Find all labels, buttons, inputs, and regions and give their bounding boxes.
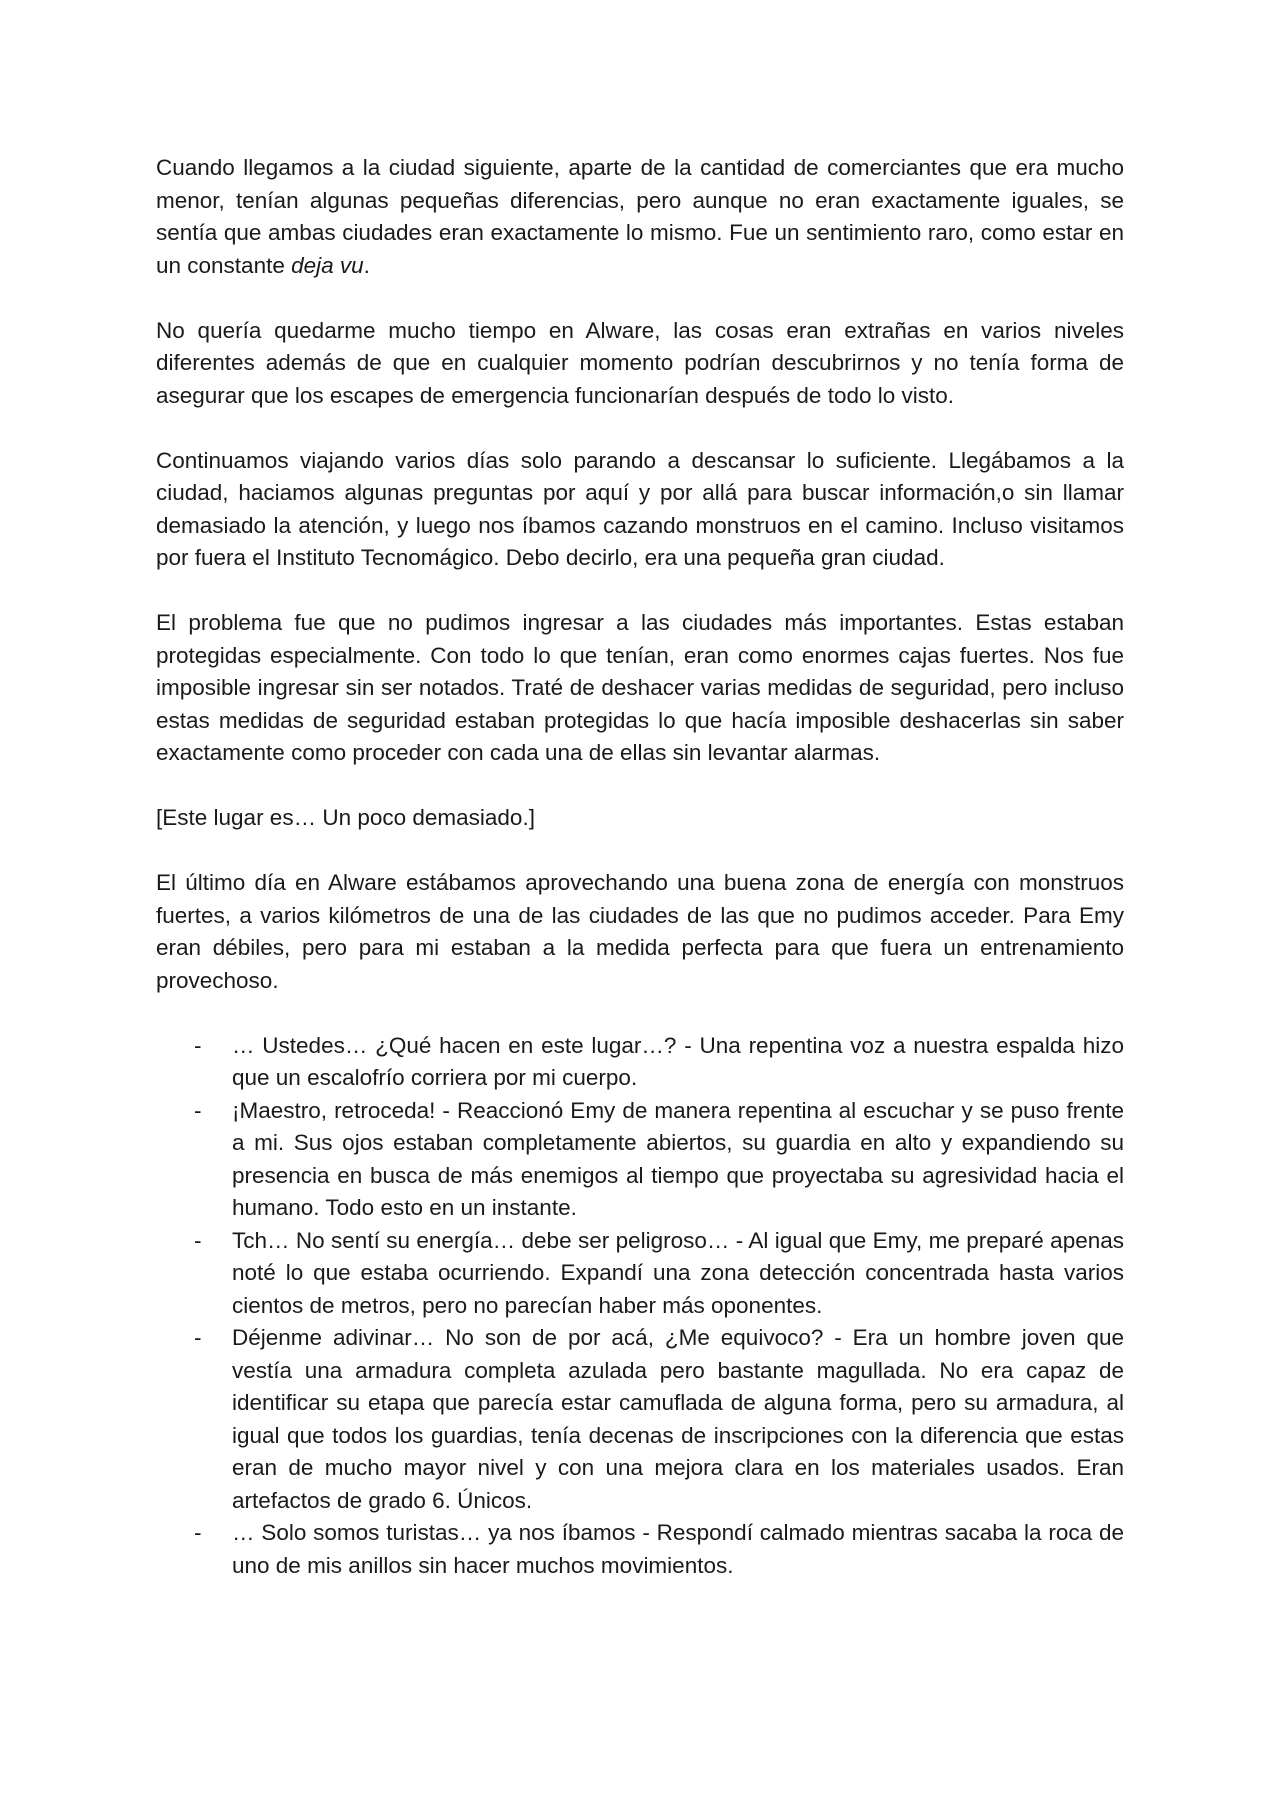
italic-phrase: deja vu (291, 252, 364, 278)
paragraph-arrival (156, 152, 1124, 282)
dialogue-line (156, 1322, 1124, 1517)
dialogue-line (156, 1517, 1124, 1582)
dialogue-line (156, 1030, 1124, 1095)
dialogue-text: ¡Maestro, retroceda! - Reaccionó Emy de manera repentina al escuchar y se puso frente a mi. Sus ojos estaban completamente abiertos, su guardia en alto y expandiendo su presencia en busca de más enemigos al tiempo que proyectaba su agresividad hacia el humano. Todo esto en un instante. (232, 1097, 1124, 1220)
paragraph-arrival-end: . (363, 252, 370, 278)
dialogue-dash: - (194, 1227, 202, 1253)
paragraph-system-thought: [Este lugar es… Un poco demasiado.] (156, 805, 535, 830)
dialogue-dash: - (194, 1520, 202, 1545)
dialogue-line (156, 1095, 1124, 1225)
dialogue-text: Tch… No sentí su energía… debe ser peligroso… - Al igual que Emy, me preparé apenas noté lo que estaba ocurriendo. Expandí una zona detección concentrada hasta varios cientos de metros, pero no parecían haber más oponentes. (232, 1227, 1124, 1318)
dialogue-line (156, 1225, 1124, 1323)
dialogue-dash: - (194, 1032, 202, 1058)
dialogue-dash: - (194, 1097, 202, 1123)
paragraph-alware: No quería quedarme mucho tiempo en Alware, las cosas eran extrañas en varios niveles diferentes además de que en cualquier momento podrían descubrirnos y no tenía forma de asegurar que los escapes de emergencia funcionarían después de todo lo visto. (156, 317, 1124, 408)
dialogue-text: Déjenme adivinar… No son de por acá, ¿Me equivoco? - Era un hombre joven que vestía una armadura completa azulada pero bastante magullada. No era capaz de identificar su etapa que parecía estar camuflada de alguna forma, pero su armadura, al igual que todos los guardias, tenía decenas de inscripciones con la diferencia que estas eran de mucho mayor nivel y con una mejora clara en los materiales usados. Eran artefactos de grado 6. Únicos. (232, 1325, 1124, 1513)
document-page (156, 152, 1124, 1582)
paragraph-problem: El problema fue que no pudimos ingresar a las ciudades más importantes. Estas estaban protegidas especialmente. Con todo lo que tenían, eran como enormes cajas fuertes. Nos fue imposible ingresar sin ser notados. Traté de deshacer varias medidas de seguridad, pero incluso estas medidas de seguridad estaban protegidas lo que hacía imposible deshacerlas sin saber exactamente como proceder con cada una de ellas sin levantar alarmas. (156, 610, 1124, 765)
dialogue-dash: - (194, 1325, 202, 1350)
dialogue-list (156, 1030, 1124, 1583)
dialogue-text: … Solo somos turistas… ya nos íbamos - Respondí calmado mientras sacaba la roca de uno de mis anillos sin hacer muchos movimientos. (232, 1520, 1124, 1578)
dialogue-text: … Ustedes… ¿Qué hacen en este lugar…? - Una repentina voz a nuestra espalda hizo que un escalofrío corriera por mi cuerpo. (232, 1032, 1124, 1090)
paragraph-arrival-text: Cuando llegamos a la ciudad siguiente, aparte de la cantidad de comerciantes que era mucho menor, tenían algunas pequeñas diferencias, pero aunque no eran exactamente iguales, se sentía que ambas ciudades eran exactamente lo mismo. Fue un sentimiento raro, como estar en un constante (156, 155, 1124, 278)
paragraph-last-day: El último día en Alware estábamos aprovechando una buena zona de energía con monstruos fuertes, a varios kilómetros de una de las ciudades de las que no pudimos acceder. Para Emy eran débiles, pero para mi estaban a la medida perfecta para que fuera un entrenamiento provechoso. (156, 870, 1124, 993)
paragraph-travel: Continuamos viajando varios días solo parando a descansar lo suficiente. Llegábamos a la ciudad, haciamos algunas preguntas por aquí y por allá para buscar información,o sin llamar demasiado la atención, y luego nos íbamos cazando monstruos en el camino. Incluso visitamos por fuera el Instituto Tecnomágico. Debo decirlo, era una pequeña gran ciudad. (156, 447, 1124, 570)
